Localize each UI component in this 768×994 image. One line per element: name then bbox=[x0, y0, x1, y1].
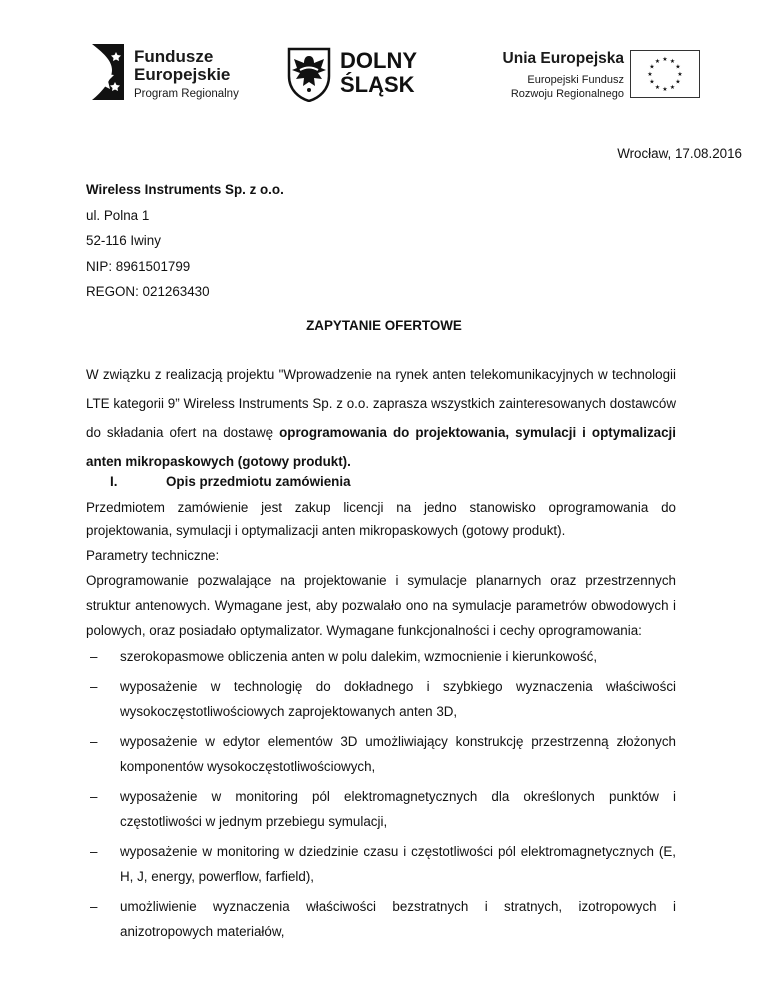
bullet-dash: – bbox=[90, 899, 98, 914]
company-street: ul. Polna 1 bbox=[86, 208, 150, 223]
dolny-slask-logo bbox=[286, 46, 466, 106]
ue-line1: Unia Europejska bbox=[502, 50, 624, 67]
bullet-dash: – bbox=[90, 649, 98, 664]
letter-date: Wrocław, 17.08.2016 bbox=[617, 146, 742, 161]
intro-paragraph bbox=[86, 360, 676, 476]
intro-bold-text: oprogramowania do projektowania, symulacji i optymalizacji anten mikropaskowych (gotowy produkt). bbox=[86, 425, 676, 469]
requirements-list bbox=[86, 644, 676, 949]
list-item: – wyposażenie w monitoring pól elektromagnetycznych dla określonych punktów i częstotliwości w jednym przebiegu symulacji, bbox=[86, 784, 676, 834]
company-name: Wireless Instruments Sp. z o.o. bbox=[86, 182, 284, 197]
company-nip: NIP: 8961501799 bbox=[86, 259, 191, 274]
svg-text:★: ★ bbox=[647, 71, 653, 78]
bullet-dash: – bbox=[90, 734, 98, 749]
ue-line3: Rozwoju Regionalnego bbox=[510, 88, 624, 100]
unia-europejska-logo bbox=[486, 50, 700, 100]
fe-star-icon bbox=[88, 44, 124, 100]
logo-bar bbox=[88, 40, 700, 110]
list-item: – umożliwienie wyznaczenia właściwości bezstratnych i stratnych, izotropowych i anizotropowych materiałów, bbox=[86, 894, 676, 944]
svg-text:★: ★ bbox=[669, 84, 676, 91]
fundusze-europejskie-logo bbox=[88, 44, 258, 104]
company-regon: REGON: 021263430 bbox=[86, 284, 210, 299]
section-paragraph-1: Przedmiotem zamówienie jest zakup licencji na jedno stanowisko oprogramowania do projektowania, symulacji i optymalizacji anten mikropaskowych (gotowy produkt). bbox=[86, 500, 676, 538]
svg-text:★: ★ bbox=[677, 71, 683, 78]
section-paragraph-3: Oprogramowanie pozwalające na projektowanie i symulacje planarnych oraz przestrzennych struktur antenowych. Wymagane jest, aby pozwalało ono na symulacje parametrów obwodowych i polowych, oraz posiadało optymalizator. Wymagane funkcjonalności i cechy oprogramowania: bbox=[86, 573, 676, 638]
svg-text:★: ★ bbox=[662, 56, 668, 63]
ds-line1: DOLNY bbox=[340, 48, 417, 73]
bullet-dash: – bbox=[90, 679, 98, 694]
fe-line1: Fundusze bbox=[134, 47, 214, 66]
eu-flag-icon bbox=[630, 50, 700, 98]
list-item: – wyposażenie w technologię do dokładnego i szybkiego wyznaczenia właściwości wysokoczęstotliwościowych zaprojektowanych anten 3D, bbox=[86, 674, 676, 724]
bullet-dash: – bbox=[90, 789, 98, 804]
svg-text:★: ★ bbox=[675, 63, 681, 71]
document-title: ZAPYTANIE OFERTOWE bbox=[306, 318, 462, 333]
intro-text: W związku z realizacją projektu "Wprowadzenie na rynek anten telekomunikacyjnych w technologii LTE kategorii 9” Wireless Instruments Sp. z o.o. zaprasza wszystkich zainteresowanych dostawców do składania ofert na dostawę bbox=[86, 367, 676, 440]
eagle-crest-icon bbox=[286, 46, 332, 102]
fe-line3: Program Regionalny bbox=[134, 88, 239, 100]
svg-text:★: ★ bbox=[654, 58, 661, 65]
section-title: Opis przedmiotu zamówienia bbox=[166, 474, 351, 489]
section-number: I. bbox=[110, 474, 118, 489]
svg-text:★: ★ bbox=[649, 63, 655, 71]
list-item: – wyposażenie w edytor elementów 3D umożliwiający konstrukcję przestrzenną złożonych komponentów wysokoczęstotliwościowych, bbox=[86, 729, 676, 779]
company-city: 52-116 Iwiny bbox=[86, 233, 161, 248]
svg-text:★: ★ bbox=[649, 78, 655, 86]
svg-text:★: ★ bbox=[675, 78, 681, 86]
svg-text:★: ★ bbox=[669, 58, 676, 65]
ue-line2: Europejski Fundusz bbox=[527, 74, 624, 86]
section-paragraph-2: Parametry techniczne: bbox=[86, 548, 220, 563]
list-item: – szerokopasmowe obliczenia anten w polu dalekim, wzmocnienie i kierunkowość, bbox=[86, 644, 676, 669]
list-item: – wyposażenie w monitoring w dziedzinie czasu i częstotliwości pól elektromagnetycznych (E, H, J, energy, powerflow, farfield), bbox=[86, 839, 676, 889]
bullet-dash: – bbox=[90, 844, 98, 859]
ds-line2: ŚLĄSK bbox=[340, 72, 415, 97]
svg-text:★: ★ bbox=[662, 86, 668, 93]
svg-text:★: ★ bbox=[654, 84, 661, 91]
fe-line2: Europejskie bbox=[134, 65, 231, 84]
